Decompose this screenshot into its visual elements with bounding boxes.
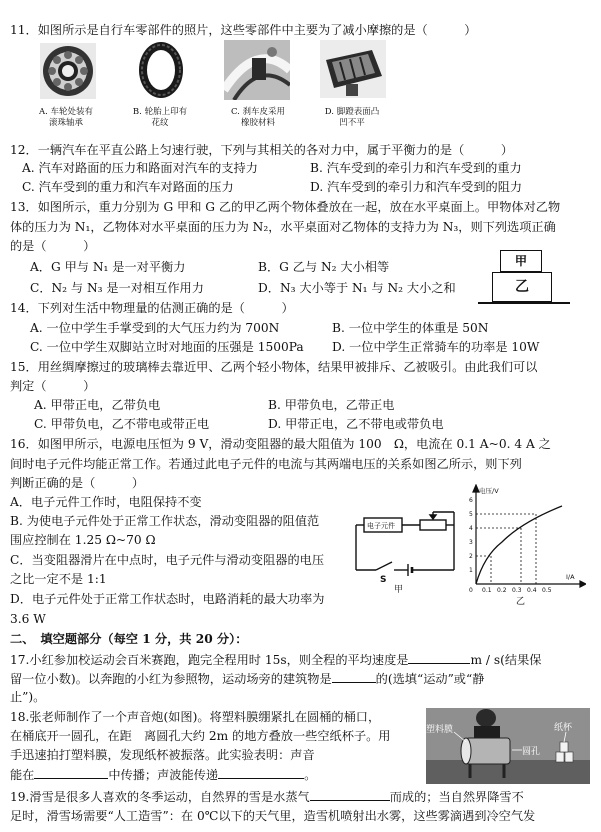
q11-option-d bbox=[312, 107, 392, 129]
q13-option-a: A．G 甲与 N₁ 是一对平衡力 bbox=[30, 260, 186, 274]
q16-line2: 间时电子元件均能正常工作。若通过此电子元件的电流与其两端电压的关系如图乙所示，则下列 bbox=[10, 457, 522, 471]
q18-answer-blank-2[interactable] bbox=[218, 766, 304, 779]
switch-label: S bbox=[380, 575, 387, 585]
block-jia: 甲 bbox=[500, 250, 542, 272]
q13-line3: 的是（ ） bbox=[10, 239, 96, 253]
graph-origin: 0 bbox=[469, 587, 473, 594]
label-drum-hole: 圆孔 bbox=[522, 747, 541, 757]
x-tick: 0.4 bbox=[527, 587, 537, 594]
q16-option-a: A．电子元件工作时，电阻保持不变 bbox=[10, 495, 202, 509]
q14-option-b: B. 一位中学生的体重是 50N bbox=[332, 321, 489, 335]
x-tick: 0.1 bbox=[482, 587, 492, 594]
q17-line3: 止”)。 bbox=[10, 690, 46, 704]
q18-answer-blank-1[interactable] bbox=[34, 766, 108, 779]
q17-text-1b: m / s(结果保 bbox=[470, 653, 542, 667]
q17-answer-blank-1[interactable] bbox=[408, 651, 470, 664]
q17-text-2a: 留一位小数)。以奔跑的小红为参照物，运动场旁的建筑物是 bbox=[10, 672, 332, 686]
y-tick: 4 bbox=[469, 525, 473, 532]
graph-ylabel: 电压/V bbox=[479, 487, 499, 495]
q12-option-c: C. 汽车受到的重力和汽车对路面的压力 bbox=[22, 180, 234, 194]
q11-option-c-line2: 橡胶材料 bbox=[240, 118, 275, 128]
q11-option-c bbox=[218, 107, 298, 129]
x-tick: 0.5 bbox=[542, 587, 552, 594]
q19-answer-blank-1[interactable] bbox=[310, 788, 390, 801]
q18-line2: 在桶底开一圆孔，在距 离圆孔大约 2m 的地方叠放一些空纸杯子。用 bbox=[10, 729, 391, 743]
q11-option-b-line1: B. 轮胎上印有 bbox=[132, 107, 188, 117]
q18-line1: 18.张老师制作了一个声音炮(如图)。将塑料膜绷紧扎在圆桶的桶口， bbox=[10, 710, 381, 724]
q16-option-c-line2: 之比一定不是 1:1 bbox=[10, 572, 107, 586]
q19-line1 bbox=[10, 788, 524, 805]
brake-pad-icon bbox=[224, 40, 290, 100]
q17-answer-blank-2[interactable] bbox=[332, 670, 376, 683]
label-paper-cup: 纸杯 bbox=[554, 723, 573, 733]
pedal-icon bbox=[320, 40, 386, 98]
q14-option-c: C. 一位中学生双脚站立时对地面的压强是 1500Pa bbox=[30, 340, 304, 354]
q17-text-1a: 17.小红参加校运动会百米赛跑，跑完全程用时 15s，则全程的平均速度是 bbox=[10, 653, 409, 667]
q11-option-b-line2: 花纹 bbox=[151, 118, 169, 128]
x-tick: 0.3 bbox=[512, 587, 522, 594]
ball-bearing-icon bbox=[40, 43, 96, 99]
q16-line1: 16．如图甲所示，电源电压恒为 9 V，滑动变阻器的最大阻值为 100 Ω，电流在 0.1 A~0. 4 A 之 bbox=[10, 437, 551, 451]
q13-option-d: D．N₃ 大小等于 N₁ 与 N₂ 大小之和 bbox=[258, 281, 456, 295]
q11-option-d-line1: D. 脚蹬表面凸 bbox=[324, 107, 380, 117]
figure-jia-label: 甲 bbox=[394, 585, 404, 595]
q18-line4 bbox=[10, 766, 316, 783]
y-tick: 3 bbox=[469, 539, 473, 546]
y-tick: 1 bbox=[469, 567, 473, 574]
q13-option-c: C．N₂ 与 N₃ 是一对相互作用力 bbox=[30, 281, 204, 295]
q15-line2: 判定（ ） bbox=[10, 379, 96, 393]
q13-line1: 13．如图所示，重力分别为 G 甲和 G 乙的甲乙两个物体叠放在一起，放在水平桌面上。甲物体对乙物 bbox=[10, 200, 561, 214]
tire-icon bbox=[136, 40, 186, 100]
table-surface bbox=[478, 302, 570, 304]
y-tick: 2 bbox=[469, 553, 473, 560]
figure-yi-label: 乙 bbox=[516, 597, 526, 606]
q12-stem: 12．一辆汽车在平直公路上匀速行驶，下列与其相关的各对力中，属于平衡力的是（ ） bbox=[10, 143, 514, 157]
q13-option-b: B．G 乙与 N₂ 大小相等 bbox=[258, 260, 390, 274]
q16-option-c-line1: C．当变阻器滑片在中点时，电子元件与滑动变阻器的电压 bbox=[10, 553, 325, 567]
q11-option-a-line1: A. 车轮处装有 bbox=[38, 107, 94, 117]
q16-line3: 判断正确的是（ ） bbox=[10, 476, 145, 490]
q11-option-d-line2: 凹不平 bbox=[339, 118, 365, 128]
sound-cannon-photo bbox=[426, 708, 590, 784]
q16-option-d-line2: 3.6 W bbox=[10, 612, 46, 626]
q15-option-c: C. 甲带负电，乙不带电或带正电 bbox=[34, 417, 210, 431]
q19-line2: 足时，滑雪场需要“人工造雪”：在 0℃以下的天气里，造雪机喷射出水雾，这些雾滴遇到冷空气发 bbox=[10, 809, 536, 823]
q16-option-d-line1: D．电子元件处于正常工作状态时，电路消耗的最大功率为 bbox=[10, 592, 325, 606]
brake-photo bbox=[224, 40, 290, 100]
q11-stem: 11．如图所示是自行车零部件的照片，这些零部件中主要为了减小摩擦的是（ ） bbox=[10, 23, 477, 37]
q15-option-b: B. 甲带负电，乙带正电 bbox=[268, 398, 395, 412]
label-film: 塑料膜 bbox=[426, 725, 454, 735]
q13-line2: 体的压力为 N₁，乙物体对水平桌面的压力为 N₂，水平桌面对乙物体的支持力为 N₃，则下列选项正确 bbox=[10, 220, 556, 234]
q18-text-4b: 中传播；声波能传递 bbox=[108, 768, 219, 782]
q17-line2 bbox=[10, 670, 484, 687]
bearing-photo bbox=[40, 43, 96, 99]
q12-option-b: B. 汽车受到的牵引力和汽车受到的重力 bbox=[310, 161, 522, 175]
q14-option-d: D. 一位中学生正常骑车的功率是 10W bbox=[332, 340, 540, 354]
q16-option-b-line2: 围应控制在 1.25 Ω~70 Ω bbox=[10, 533, 156, 547]
q17-line1 bbox=[10, 651, 541, 668]
pedal-photo bbox=[320, 40, 386, 98]
q11-option-a bbox=[26, 107, 106, 129]
q11-option-b bbox=[120, 107, 200, 129]
q18-line3: 手迅速拍打塑料膜，发现纸杯被振落。此实验表明：声音 bbox=[10, 748, 315, 762]
q16-circuit-diagram bbox=[354, 508, 458, 598]
y-tick: 6 bbox=[469, 497, 473, 504]
x-tick: 0.2 bbox=[497, 587, 507, 594]
q12-option-d: D. 汽车受到的牵引力和汽车受到的阻力 bbox=[310, 180, 523, 194]
q11-option-a-line2: 滚珠轴承 bbox=[48, 118, 83, 128]
q19-text-1a: 19.滑雪是很多人喜欢的冬季运动，自然界的雪是水蒸气 bbox=[10, 790, 310, 804]
q14-option-a: A. 一位中学生手掌受到的大气压力约为 700N bbox=[30, 321, 280, 335]
tire-photo bbox=[136, 40, 186, 100]
q11-option-c-line1: C. 刹车皮采用 bbox=[230, 107, 286, 117]
q16-iv-graph bbox=[462, 484, 586, 606]
block-yi: 乙 bbox=[492, 272, 552, 302]
q18-text-4c: 。 bbox=[304, 768, 317, 782]
y-tick: 5 bbox=[469, 511, 473, 518]
q17-text-2b: 的(选填“运动”或“静 bbox=[375, 672, 485, 686]
q18-text-4a: 能在 bbox=[10, 768, 35, 782]
section-2-title: 二、 填空题部分（每空 1 分，共 20 分）： bbox=[10, 632, 248, 646]
circuit-element-label: 电子元件 bbox=[367, 522, 395, 530]
iv-curve bbox=[476, 506, 562, 584]
graph-xlabel: I/A bbox=[566, 573, 575, 581]
q19-text-1b: 而成的；当自然界降雪不 bbox=[389, 790, 524, 804]
q16-option-b-line1: B. 为使电子元件处于正常工作状态，滑动变阻器的阻值范 bbox=[10, 514, 320, 528]
q15-line1: 15．用丝绸摩擦过的玻璃棒去靠近甲、乙两个轻小物体，结果甲被排斥、乙被吸引。由此我们可以 bbox=[10, 360, 538, 374]
q12-option-a: A. 汽车对路面的压力和路面对汽车的支持力 bbox=[22, 161, 258, 175]
q15-option-d: D. 甲带正电，乙不带电或带负电 bbox=[268, 417, 444, 431]
q15-option-a: A. 甲带正电，乙带负电 bbox=[34, 398, 161, 412]
q14-stem: 14．下列对生活中物理量的估测正确的是（ ） bbox=[10, 301, 294, 315]
